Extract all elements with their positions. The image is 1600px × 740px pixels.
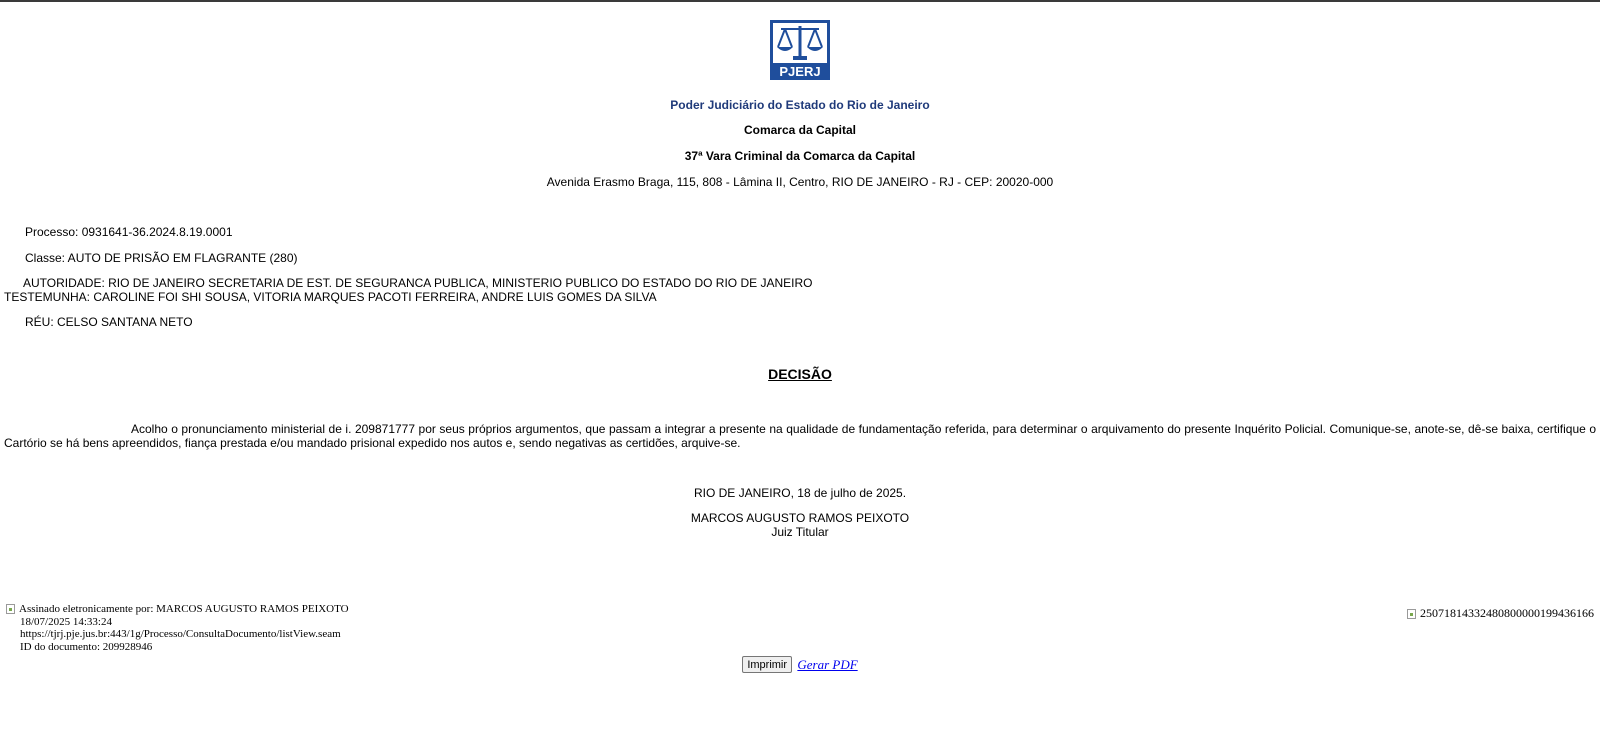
signed-by: Assinado eletronicamente por: MARCOS AUGUSTO RAMOS PEIXOTO <box>19 603 349 615</box>
signature-block <box>6 603 349 653</box>
decision-body: Acolho o pronunciamento ministerial de i. 209871777 por seus próprios argumentos, que passam a integrar a presente na qualidade de fundamentação referida, para determinar o arquivamento do presente Inquérito Policial. Comunique-se, anote-se, dê-se baixa, certifique o Cartório se há bens apreendidos, fiança prestada e/ou mandado prisional expedido nos autos e, sendo negativas as certidões, arquive-se. <box>4 422 1596 450</box>
broken-image-icon <box>6 604 15 614</box>
reu: RÉU: CELSO SANTANA NETO <box>25 315 193 329</box>
autoridade: AUTORIDADE: RIO DE JANEIRO SECRETARIA DE EST. DE SEGURANCA PUBLICA, MINISTERIO PUBLICO DO ESTADO DO RIO DE JANEIRO <box>23 276 813 290</box>
court-name: Poder Judiciário do Estado do Rio de Janeiro <box>670 98 930 112</box>
actions-bar <box>0 656 1600 673</box>
top-border <box>0 0 1600 2</box>
city-date: RIO DE JANEIRO, 18 de julho de 2025. <box>693 486 907 500</box>
signature-datetime: 18/07/2025 14:33:24 <box>20 615 112 628</box>
document-id: ID do documento: 209928946 <box>20 640 153 653</box>
judge-title: Juiz Titular <box>771 525 829 539</box>
pjerj-logo-icon <box>769 19 831 81</box>
barcode-number: 25071814332480800000199436166 <box>1420 606 1594 620</box>
testemunha: TESTEMUNHA: CAROLINE FOI SHI SOUSA, VITORIA MARQUES PACOTI FERREIRA, ANDRE LUIS GOMES DA SILVA <box>4 290 657 304</box>
address: Avenida Erasmo Braga, 115, 808 - Lâmina II, Centro, RIO DE JANEIRO - RJ - CEP: 20020-000 <box>546 175 1054 189</box>
judge-name: MARCOS AUGUSTO RAMOS PEIXOTO <box>690 511 910 525</box>
print-button[interactable]: Imprimir <box>742 656 792 673</box>
vara: 37ª Vara Criminal da Comarca da Capital <box>684 149 916 163</box>
barcode <box>1407 606 1594 621</box>
classe: Classe: AUTO DE PRISÃO EM FLAGRANTE (280) <box>25 251 298 265</box>
logo-text: PJERJ <box>779 64 821 79</box>
processo: Processo: 0931641-36.2024.8.19.0001 <box>25 225 233 239</box>
comarca: Comarca da Capital <box>743 123 857 137</box>
broken-image-icon <box>1407 609 1416 619</box>
decision-title: DECISÃO <box>768 366 832 382</box>
generate-pdf-link[interactable]: Gerar PDF <box>797 656 858 672</box>
signature-url: https://tjrj.pje.jus.br:443/1g/Processo/ConsultaDocumento/listView.seam <box>20 628 341 640</box>
